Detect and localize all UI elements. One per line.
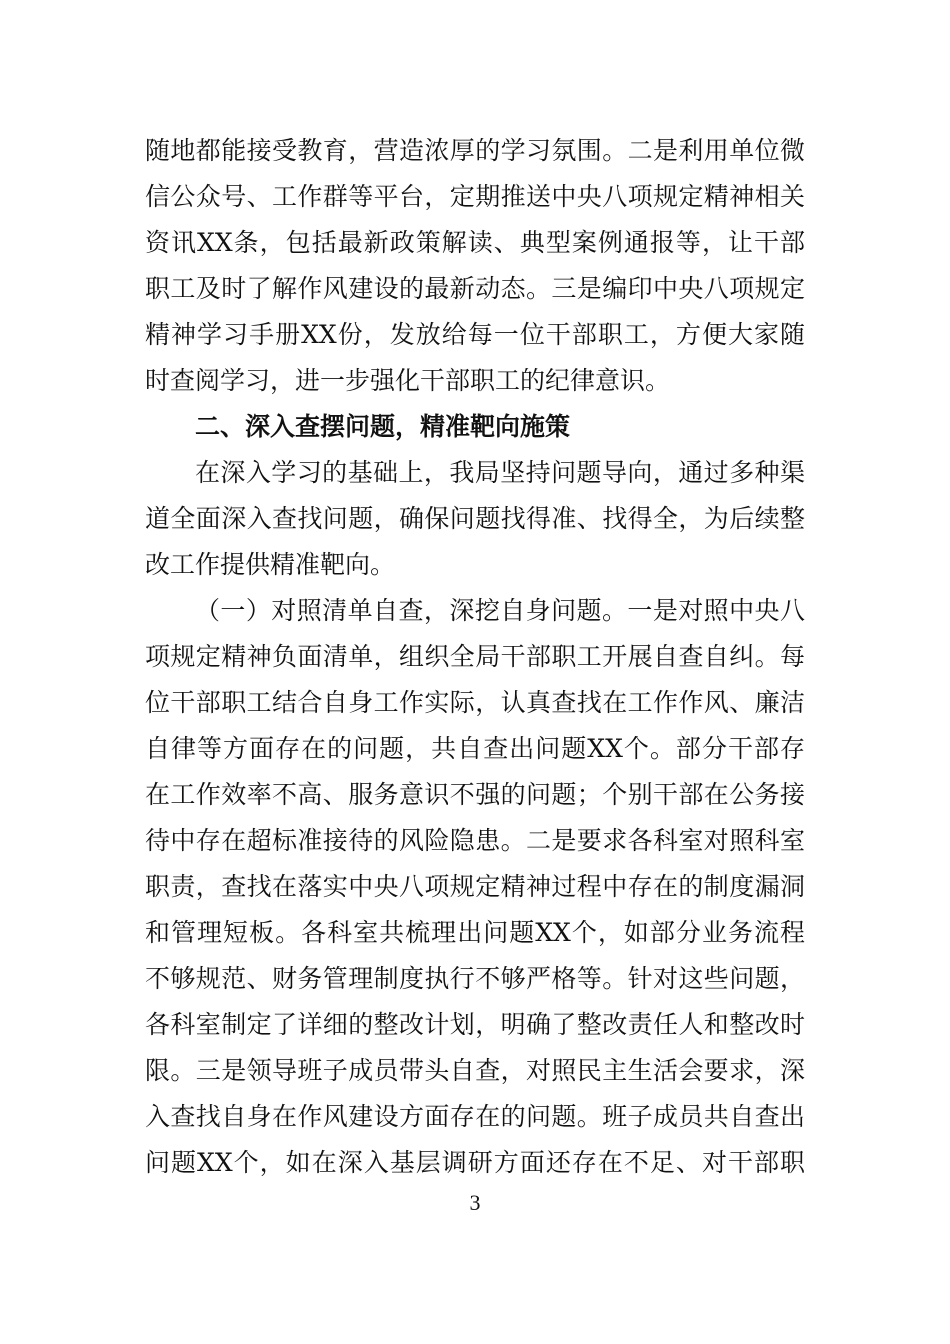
paragraph-line: 自律等方面存在的问题，共自查出问题XX个。部分干部存 (145, 734, 805, 763)
paragraph-line: 项规定精神负面清单，组织全局干部职工开展自查自纠。每 (145, 642, 805, 671)
section-heading: 二、深入查摆问题，精准靶向施策 (195, 412, 571, 441)
paragraph-line: 在工作效率不高、服务意识不强的问题；个别干部在公务接 (145, 780, 805, 809)
paragraph-line: 信公众号、工作群等平台，定期推送中央八项规定精神相关 (145, 182, 805, 211)
paragraph-line: 位干部职工结合自身工作实际，认真查找在工作作风、廉洁 (145, 688, 805, 717)
paragraph-line: 限。三是领导班子成员带头自查，对照民主生活会要求，深 (145, 1056, 805, 1085)
paragraph-line: （一）对照清单自查，深挖自身问题。一是对照中央八 (195, 596, 805, 625)
paragraph-line: 入查找自身在作风建设方面存在的问题。班子成员共自查出 (145, 1102, 805, 1131)
paragraph-line: 时查阅学习，进一步强化干部职工的纪律意识。 (145, 366, 671, 395)
paragraph-line: 随地都能接受教育，营造浓厚的学习氛围。二是利用单位微 (145, 136, 805, 165)
paragraph-line: 待中存在超标准接待的风险隐患。二是要求各科室对照科室 (145, 826, 805, 855)
paragraph-line: 精神学习手册XX份，发放给每一位干部职工，方便大家随 (145, 320, 805, 349)
paragraph-line: 改工作提供精准靶向。 (145, 550, 396, 579)
paragraph-line: 不够规范、财务管理制度执行不够严格等。针对这些问题， (145, 964, 805, 993)
paragraph-line: 道全面深入查找问题，确保问题找得准、找得全，为后续整 (145, 504, 805, 533)
paragraph-line: 职工及时了解作风建设的最新动态。三是编印中央八项规定 (145, 274, 805, 303)
page-number: 3 (469, 1190, 481, 1215)
paragraph-line: 问题XX个，如在深入基层调研方面还存在不足、对干部职 (145, 1148, 805, 1177)
paragraph-line: 在深入学习的基础上，我局坚持问题导向，通过多种渠 (195, 458, 805, 487)
paragraph-line: 各科室制定了详细的整改计划，明确了整改责任人和整改时 (145, 1010, 805, 1039)
paragraph-line: 资讯XX条，包括最新政策解读、典型案例通报等，让干部 (145, 228, 805, 257)
paragraph-line: 和管理短板。各科室共梳理出问题XX个，如部分业务流程 (145, 918, 805, 947)
paragraph-line: 职责，查找在落实中央八项规定精神过程中存在的制度漏洞 (145, 872, 805, 901)
